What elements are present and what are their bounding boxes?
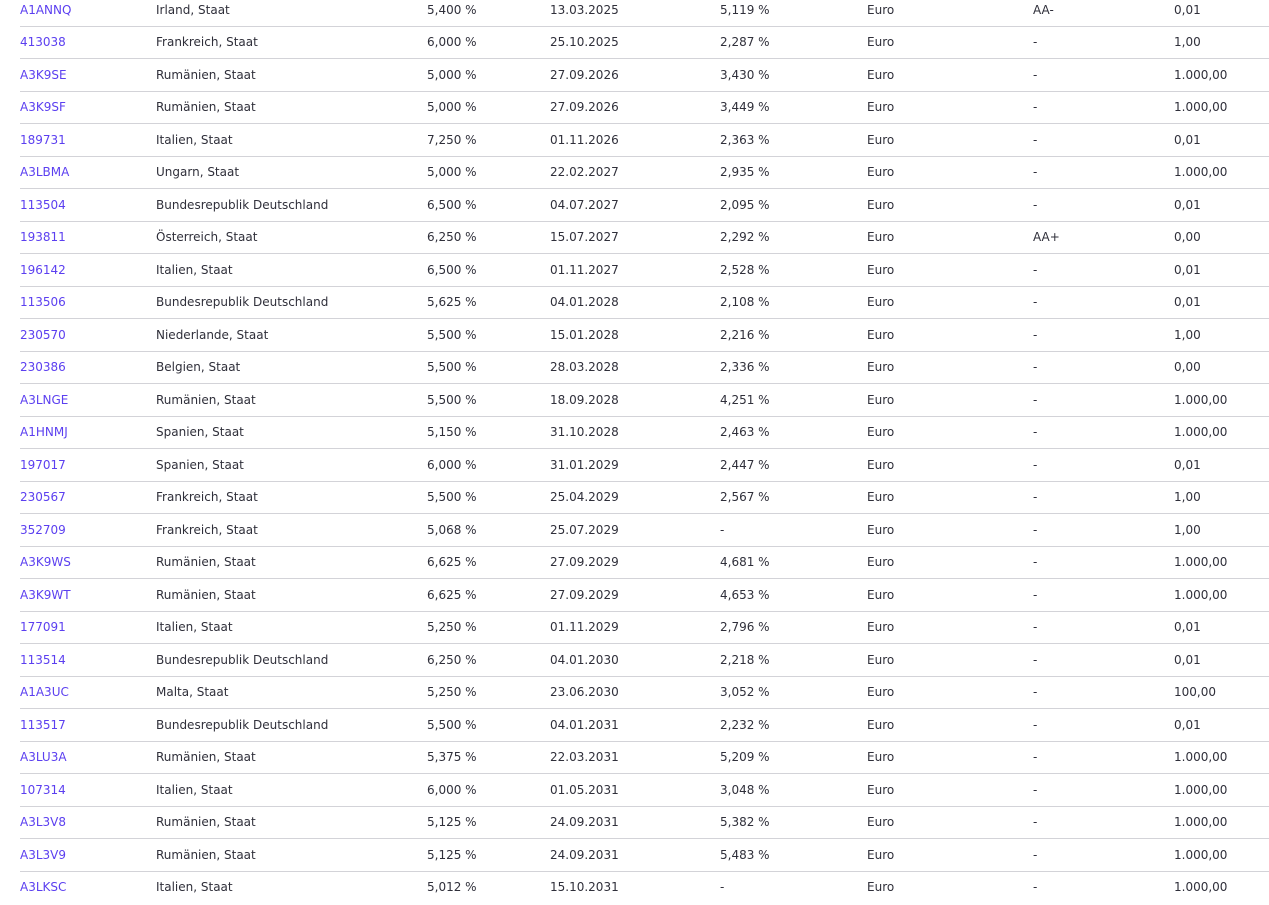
table-row — [20, 286, 1269, 319]
rating-cell: - — [1033, 717, 1038, 732]
table-row — [20, 709, 1269, 742]
denomination-cell: 0,00 — [1174, 360, 1201, 375]
currency-cell: Euro — [867, 652, 895, 667]
wkn-link[interactable]: 113514 — [20, 652, 66, 667]
currency-cell: Euro — [867, 717, 895, 732]
wkn-cell — [20, 254, 156, 287]
table-row — [20, 59, 1269, 92]
coupon-cell: 5,012 % — [427, 880, 477, 895]
currency-cell: Euro — [867, 457, 895, 472]
yield-cell: 4,251 % — [720, 392, 770, 407]
coupon-cell: 6,625 % — [427, 587, 477, 602]
maturity-cell: 27.09.2026 — [550, 100, 619, 115]
yield-cell: 2,935 % — [720, 165, 770, 180]
currency-cell: Euro — [867, 132, 895, 147]
coupon-cell: 6,500 % — [427, 262, 477, 277]
table-row — [20, 741, 1269, 774]
yield-cell: - — [720, 522, 725, 537]
currency-cell: Euro — [867, 490, 895, 505]
coupon-cell: 5,625 % — [427, 295, 477, 310]
currency-cell: Euro — [867, 67, 895, 82]
denomination-cell: 0,01 — [1174, 2, 1201, 17]
denomination-cell: 1.000,00 — [1174, 880, 1228, 895]
rating-cell: - — [1033, 522, 1038, 537]
maturity-cell: 27.09.2029 — [550, 587, 619, 602]
yield-cell: 5,209 % — [720, 750, 770, 765]
rating-cell: AA- — [1033, 2, 1054, 17]
wkn-link[interactable]: A3LKSC — [20, 880, 67, 895]
issuer-cell: Italien, Staat — [156, 132, 233, 147]
yield-cell: 2,232 % — [720, 717, 770, 732]
currency-cell: Euro — [867, 880, 895, 895]
issuer-cell: Italien, Staat — [156, 782, 233, 797]
maturity-cell: 01.11.2027 — [550, 262, 619, 277]
yield-cell: 5,119 % — [720, 2, 770, 17]
yield-cell: - — [720, 880, 725, 895]
yield-cell: 2,567 % — [720, 490, 770, 505]
denomination-cell: 1.000,00 — [1174, 782, 1228, 797]
currency-cell: Euro — [867, 750, 895, 765]
wkn-link[interactable]: A3L3V9 — [20, 847, 67, 862]
table-row — [20, 0, 1269, 26]
maturity-cell: 24.09.2031 — [550, 815, 619, 830]
wkn-link[interactable]: A3K9WT — [20, 587, 71, 602]
denomination-cell: 100,00 — [1174, 685, 1216, 700]
table-row — [20, 481, 1269, 514]
wkn-link[interactable]: A3K9SE — [20, 67, 67, 82]
maturity-cell: 01.11.2029 — [550, 620, 619, 635]
wkn-cell — [20, 416, 156, 449]
table-row — [20, 189, 1269, 222]
issuer-cell: Rumänien, Staat — [156, 67, 256, 82]
wkn-cell — [20, 91, 156, 124]
maturity-cell: 28.03.2028 — [550, 360, 619, 375]
issuer-cell: Frankreich, Staat — [156, 522, 258, 537]
currency-cell: Euro — [867, 262, 895, 277]
issuer-cell: Rumänien, Staat — [156, 587, 256, 602]
maturity-cell: 31.01.2029 — [550, 457, 619, 472]
maturity-cell: 01.11.2026 — [550, 132, 619, 147]
yield-cell: 4,653 % — [720, 587, 770, 602]
coupon-cell: 5,500 % — [427, 327, 477, 342]
wkn-link[interactable]: 230386 — [20, 360, 66, 375]
maturity-cell: 13.03.2025 — [550, 2, 619, 17]
issuer-cell: Malta, Staat — [156, 685, 229, 700]
table-row — [20, 676, 1269, 709]
currency-cell: Euro — [867, 685, 895, 700]
wkn-cell — [20, 59, 156, 92]
denomination-cell: 0,01 — [1174, 457, 1201, 472]
rating-cell: - — [1033, 652, 1038, 667]
issuer-cell: Belgien, Staat — [156, 360, 241, 375]
rating-cell: - — [1033, 327, 1038, 342]
coupon-cell: 5,000 % — [427, 165, 477, 180]
table-row — [20, 384, 1269, 417]
rating-cell: - — [1033, 67, 1038, 82]
currency-cell: Euro — [867, 2, 895, 17]
currency-cell: Euro — [867, 587, 895, 602]
issuer-cell: Rumänien, Staat — [156, 555, 256, 570]
wkn-link[interactable]: A3LBMA — [20, 165, 70, 180]
coupon-cell: 5,125 % — [427, 847, 477, 862]
table-row — [20, 319, 1269, 352]
wkn-cell — [20, 156, 156, 189]
issuer-cell: Rumänien, Staat — [156, 847, 256, 862]
bond-table-container — [20, 0, 1269, 905]
issuer-cell: Ungarn, Staat — [156, 165, 240, 180]
wkn-link[interactable]: 230567 — [20, 490, 66, 505]
wkn-link[interactable]: A1HNMJ — [20, 425, 68, 440]
currency-cell: Euro — [867, 165, 895, 180]
rating-cell: - — [1033, 880, 1038, 895]
table-row — [20, 221, 1269, 254]
wkn-link[interactable]: 177091 — [20, 620, 66, 635]
maturity-cell: 04.07.2027 — [550, 197, 619, 212]
wkn-link[interactable]: 189731 — [20, 132, 66, 147]
coupon-cell: 5,000 % — [427, 67, 477, 82]
issuer-cell: Italien, Staat — [156, 620, 233, 635]
maturity-cell: 25.04.2029 — [550, 490, 619, 505]
yield-cell: 2,336 % — [720, 360, 770, 375]
coupon-cell: 6,000 % — [427, 35, 477, 50]
wkn-link[interactable]: 197017 — [20, 457, 66, 472]
rating-cell: - — [1033, 132, 1038, 147]
currency-cell: Euro — [867, 392, 895, 407]
rating-cell: - — [1033, 360, 1038, 375]
coupon-cell: 5,500 % — [427, 392, 477, 407]
rating-cell: - — [1033, 295, 1038, 310]
bond-table — [20, 0, 1269, 903]
rating-cell: - — [1033, 555, 1038, 570]
denomination-cell: 1.000,00 — [1174, 67, 1228, 82]
rating-cell: - — [1033, 100, 1038, 115]
wkn-link[interactable]: A1ANNQ — [20, 2, 72, 17]
wkn-cell — [20, 741, 156, 774]
table-row — [20, 449, 1269, 482]
coupon-cell: 5,150 % — [427, 425, 477, 440]
coupon-cell: 6,000 % — [427, 782, 477, 797]
wkn-cell — [20, 26, 156, 59]
table-row — [20, 644, 1269, 677]
yield-cell: 2,447 % — [720, 457, 770, 472]
wkn-link[interactable]: 413038 — [20, 35, 66, 50]
table-row — [20, 611, 1269, 644]
wkn-link[interactable]: 196142 — [20, 262, 66, 277]
rating-cell: - — [1033, 685, 1038, 700]
rating-cell: - — [1033, 165, 1038, 180]
yield-cell: 2,796 % — [720, 620, 770, 635]
wkn-cell — [20, 644, 156, 677]
issuer-cell: Niederlande, Staat — [156, 327, 269, 342]
coupon-cell: 5,500 % — [427, 717, 477, 732]
coupon-cell: 5,400 % — [427, 2, 477, 17]
coupon-cell: 6,250 % — [427, 652, 477, 667]
table-row — [20, 156, 1269, 189]
maturity-cell: 25.10.2025 — [550, 35, 619, 50]
wkn-link[interactable]: 230570 — [20, 327, 66, 342]
currency-cell: Euro — [867, 522, 895, 537]
maturity-cell: 31.10.2028 — [550, 425, 619, 440]
currency-cell: Euro — [867, 360, 895, 375]
wkn-cell — [20, 481, 156, 514]
wkn-link[interactable]: 352709 — [20, 522, 66, 537]
table-row — [20, 579, 1269, 612]
issuer-cell: Spanien, Staat — [156, 425, 244, 440]
coupon-cell: 5,125 % — [427, 815, 477, 830]
issuer-cell: Bundesrepublik Deutschland — [156, 652, 329, 667]
coupon-cell: 5,250 % — [427, 620, 477, 635]
table-row — [20, 839, 1269, 872]
rating-cell: - — [1033, 815, 1038, 830]
maturity-cell: 15.10.2031 — [550, 880, 619, 895]
wkn-link[interactable]: A3L3V8 — [20, 815, 67, 830]
wkn-cell — [20, 351, 156, 384]
maturity-cell: 25.07.2029 — [550, 522, 619, 537]
denomination-cell: 0,01 — [1174, 262, 1201, 277]
denomination-cell: 1,00 — [1174, 327, 1201, 342]
wkn-cell — [20, 124, 156, 157]
maturity-cell: 27.09.2029 — [550, 555, 619, 570]
maturity-cell: 23.06.2030 — [550, 685, 619, 700]
maturity-cell: 22.02.2027 — [550, 165, 619, 180]
yield-cell: 2,463 % — [720, 425, 770, 440]
currency-cell: Euro — [867, 197, 895, 212]
wkn-cell — [20, 709, 156, 742]
table-row — [20, 774, 1269, 807]
coupon-cell: 5,375 % — [427, 750, 477, 765]
yield-cell: 5,483 % — [720, 847, 770, 862]
maturity-cell: 18.09.2028 — [550, 392, 619, 407]
denomination-cell: 0,01 — [1174, 132, 1201, 147]
yield-cell: 3,048 % — [720, 782, 770, 797]
yield-cell: 2,216 % — [720, 327, 770, 342]
currency-cell: Euro — [867, 295, 895, 310]
denomination-cell: 1,00 — [1174, 522, 1201, 537]
maturity-cell: 04.01.2031 — [550, 717, 619, 732]
currency-cell: Euro — [867, 815, 895, 830]
denomination-cell: 1.000,00 — [1174, 815, 1228, 830]
rating-cell: - — [1033, 392, 1038, 407]
rating-cell: - — [1033, 425, 1038, 440]
denomination-cell: 0,01 — [1174, 197, 1201, 212]
table-row — [20, 91, 1269, 124]
currency-cell: Euro — [867, 847, 895, 862]
table-row — [20, 806, 1269, 839]
rating-cell: - — [1033, 847, 1038, 862]
issuer-cell: Italien, Staat — [156, 262, 233, 277]
wkn-link[interactable]: A1A3UC — [20, 685, 69, 700]
wkn-cell — [20, 774, 156, 807]
yield-cell: 2,095 % — [720, 197, 770, 212]
issuer-cell: Österreich, Staat — [156, 230, 258, 245]
maturity-cell: 24.09.2031 — [550, 847, 619, 862]
yield-cell: 3,052 % — [720, 685, 770, 700]
currency-cell: Euro — [867, 620, 895, 635]
rating-cell: AA+ — [1033, 230, 1060, 245]
wkn-cell — [20, 611, 156, 644]
wkn-cell — [20, 221, 156, 254]
currency-cell: Euro — [867, 327, 895, 342]
coupon-cell: 5,000 % — [427, 100, 477, 115]
bond-table-body — [20, 0, 1269, 903]
yield-cell: 2,363 % — [720, 132, 770, 147]
currency-cell: Euro — [867, 100, 895, 115]
denomination-cell: 1.000,00 — [1174, 847, 1228, 862]
denomination-cell: 0,01 — [1174, 652, 1201, 667]
issuer-cell: Bundesrepublik Deutschland — [156, 295, 329, 310]
table-row — [20, 546, 1269, 579]
issuer-cell: Rumänien, Staat — [156, 750, 256, 765]
table-row — [20, 514, 1269, 547]
issuer-cell: Frankreich, Staat — [156, 35, 258, 50]
coupon-cell: 6,500 % — [427, 197, 477, 212]
issuer-cell: Bundesrepublik Deutschland — [156, 197, 329, 212]
wkn-cell — [20, 579, 156, 612]
rating-cell: - — [1033, 262, 1038, 277]
wkn-cell — [20, 189, 156, 222]
yield-cell: 3,430 % — [720, 67, 770, 82]
coupon-cell: 6,000 % — [427, 457, 477, 472]
wkn-link[interactable]: 113504 — [20, 197, 66, 212]
table-row — [20, 351, 1269, 384]
rating-cell: - — [1033, 197, 1038, 212]
coupon-cell: 5,068 % — [427, 522, 477, 537]
coupon-cell: 6,625 % — [427, 555, 477, 570]
yield-cell: 2,292 % — [720, 230, 770, 245]
table-row — [20, 254, 1269, 287]
wkn-cell — [20, 449, 156, 482]
yield-cell: 2,287 % — [720, 35, 770, 50]
denomination-cell: 0,01 — [1174, 620, 1201, 635]
table-row — [20, 416, 1269, 449]
maturity-cell: 15.07.2027 — [550, 230, 619, 245]
wkn-cell — [20, 286, 156, 319]
maturity-cell: 04.01.2028 — [550, 295, 619, 310]
wkn-cell — [20, 514, 156, 547]
denomination-cell: 1.000,00 — [1174, 425, 1228, 440]
coupon-cell: 5,250 % — [427, 685, 477, 700]
denomination-cell: 1.000,00 — [1174, 165, 1228, 180]
wkn-link[interactable]: 113517 — [20, 717, 66, 732]
denomination-cell: 0,00 — [1174, 230, 1201, 245]
wkn-cell — [20, 0, 156, 26]
issuer-cell: Bundesrepublik Deutschland — [156, 717, 329, 732]
wkn-cell — [20, 806, 156, 839]
rating-cell: - — [1033, 490, 1038, 505]
yield-cell: 2,528 % — [720, 262, 770, 277]
currency-cell: Euro — [867, 425, 895, 440]
denomination-cell: 0,01 — [1174, 295, 1201, 310]
wkn-cell — [20, 839, 156, 872]
wkn-cell — [20, 319, 156, 352]
currency-cell: Euro — [867, 555, 895, 570]
wkn-link[interactable]: 193811 — [20, 230, 66, 245]
wkn-link[interactable]: A3LU3A — [20, 750, 67, 765]
wkn-link[interactable]: A3LNGE — [20, 392, 69, 407]
wkn-link[interactable]: A3K9SF — [20, 100, 66, 115]
maturity-cell: 22.03.2031 — [550, 750, 619, 765]
wkn-cell — [20, 676, 156, 709]
denomination-cell: 1,00 — [1174, 35, 1201, 50]
yield-cell: 2,218 % — [720, 652, 770, 667]
issuer-cell: Rumänien, Staat — [156, 100, 256, 115]
yield-cell: 4,681 % — [720, 555, 770, 570]
issuer-cell: Rumänien, Staat — [156, 815, 256, 830]
denomination-cell: 1.000,00 — [1174, 100, 1228, 115]
yield-cell: 2,108 % — [720, 295, 770, 310]
issuer-cell: Frankreich, Staat — [156, 490, 258, 505]
wkn-cell — [20, 546, 156, 579]
issuer-cell: Spanien, Staat — [156, 457, 244, 472]
yield-cell: 5,382 % — [720, 815, 770, 830]
issuer-cell: Irland, Staat — [156, 2, 230, 17]
rating-cell: - — [1033, 587, 1038, 602]
coupon-cell: 6,250 % — [427, 230, 477, 245]
maturity-cell: 01.05.2031 — [550, 782, 619, 797]
rating-cell: - — [1033, 750, 1038, 765]
currency-cell: Euro — [867, 782, 895, 797]
wkn-link[interactable]: A3K9WS — [20, 555, 71, 570]
denomination-cell: 1.000,00 — [1174, 555, 1228, 570]
table-row — [20, 26, 1269, 59]
issuer-cell: Rumänien, Staat — [156, 392, 256, 407]
coupon-cell: 5,500 % — [427, 360, 477, 375]
coupon-cell: 5,500 % — [427, 490, 477, 505]
issuer-cell: Italien, Staat — [156, 880, 233, 895]
rating-cell: - — [1033, 457, 1038, 472]
wkn-cell — [20, 384, 156, 417]
wkn-cell — [20, 871, 156, 903]
denomination-cell: 1.000,00 — [1174, 587, 1228, 602]
wkn-link[interactable]: 107314 — [20, 782, 66, 797]
rating-cell: - — [1033, 620, 1038, 635]
maturity-cell: 27.09.2026 — [550, 67, 619, 82]
table-row — [20, 124, 1269, 157]
wkn-link[interactable]: 113506 — [20, 295, 66, 310]
coupon-cell: 7,250 % — [427, 132, 477, 147]
rating-cell: - — [1033, 35, 1038, 50]
denomination-cell: 1,00 — [1174, 490, 1201, 505]
table-row — [20, 871, 1269, 903]
rating-cell: - — [1033, 782, 1038, 797]
currency-cell: Euro — [867, 35, 895, 50]
maturity-cell: 15.01.2028 — [550, 327, 619, 342]
yield-cell: 3,449 % — [720, 100, 770, 115]
denomination-cell: 0,01 — [1174, 717, 1201, 732]
maturity-cell: 04.01.2030 — [550, 652, 619, 667]
currency-cell: Euro — [867, 230, 895, 245]
denomination-cell: 1.000,00 — [1174, 750, 1228, 765]
denomination-cell: 1.000,00 — [1174, 392, 1228, 407]
